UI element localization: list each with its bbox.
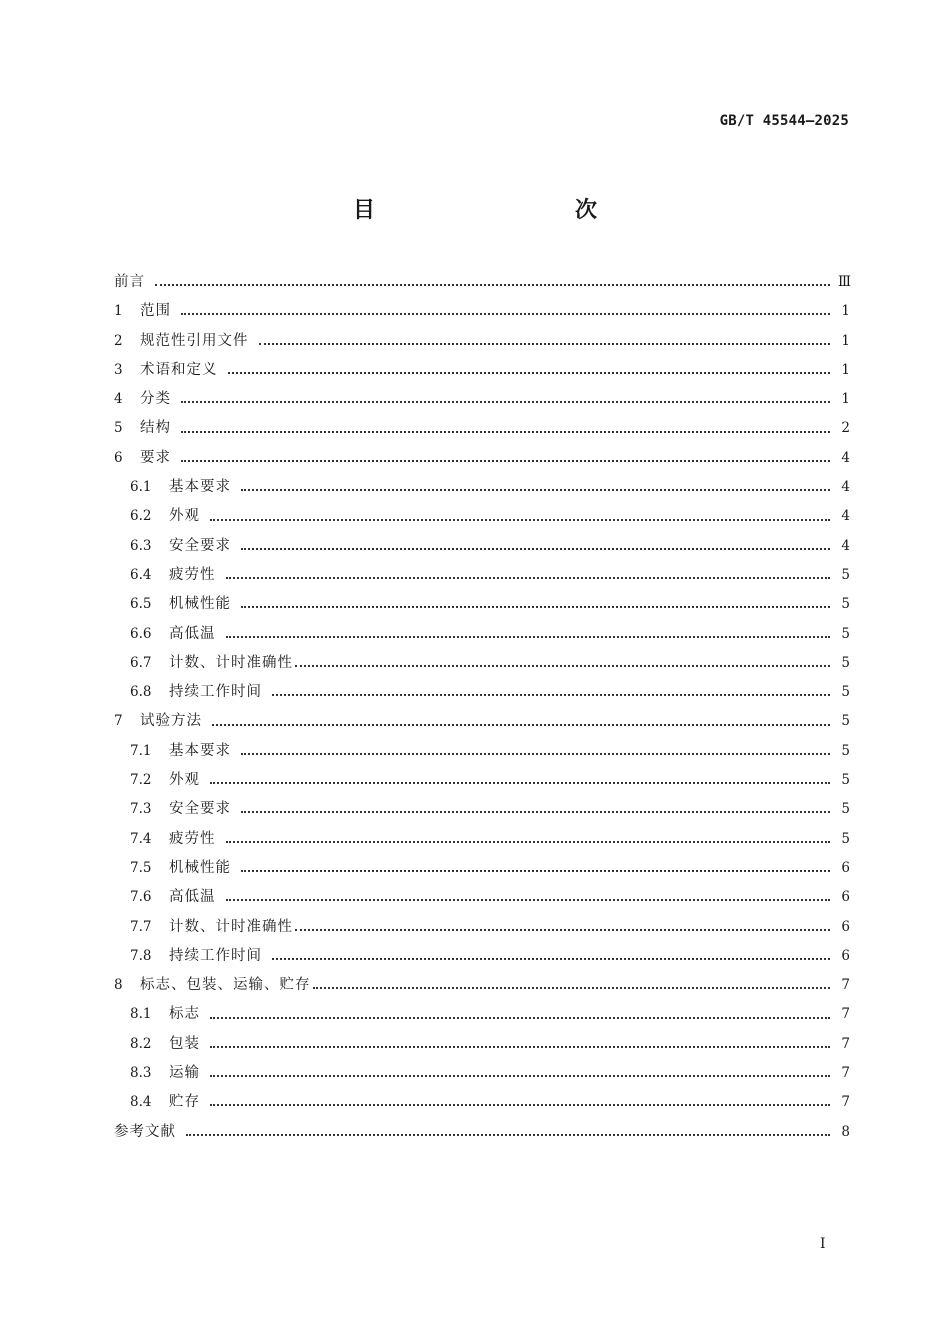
toc-entry-page: 5	[841, 596, 850, 613]
toc-entry[interactable]	[114, 356, 850, 385]
toc-entry-page: 5	[841, 684, 850, 701]
toc-entry-title: 基本要求	[169, 742, 231, 759]
toc-entry[interactable]	[114, 678, 850, 707]
toc-dot-leader	[241, 547, 830, 550]
toc-entry-page: 7	[841, 1094, 850, 1111]
toc-entry-page: 5	[841, 830, 850, 847]
toc-entry-page: 1	[841, 303, 850, 320]
toc-entry-title: 安全要求	[169, 537, 231, 554]
toc-dot-leader	[241, 605, 830, 608]
toc-entry-title: 前言	[114, 274, 145, 290]
toc-entry[interactable]	[114, 590, 850, 619]
toc-entry-number: 6.7	[130, 654, 152, 671]
toc-entry[interactable]	[114, 1118, 850, 1147]
toc-entry-page: 4	[841, 508, 850, 525]
toc-entry[interactable]	[114, 473, 850, 502]
toc-entry-title: 分类	[140, 391, 171, 408]
toc-entry-page: 6	[841, 918, 850, 935]
toc-entry-page: 4	[841, 537, 850, 554]
toc-dot-leader	[212, 723, 830, 726]
toc-entry-number: 4	[114, 391, 123, 408]
toc-entry-page: 6	[841, 889, 850, 906]
toc-entry[interactable]	[114, 561, 850, 590]
toc-entry-number: 7.6	[130, 889, 152, 906]
toc-entry[interactable]	[114, 913, 850, 942]
toc-entry-number: 7.5	[130, 859, 152, 876]
toc-entry-page: 7	[841, 1065, 850, 1082]
toc-entry-title: 外观	[169, 772, 200, 789]
toc-dot-leader	[186, 1133, 830, 1136]
toc-entry-page: 1	[841, 332, 850, 349]
toc-entry[interactable]	[114, 766, 850, 795]
toc-entry-title: 运输	[169, 1065, 200, 1082]
toc-entry[interactable]	[114, 385, 850, 414]
toc-entry-page: 5	[841, 713, 850, 730]
toc-entry[interactable]	[114, 1000, 850, 1029]
toc-entry-title: 疲劳性	[169, 566, 216, 583]
toc-dot-leader	[272, 693, 830, 696]
toc-entry-page: 5	[841, 742, 850, 759]
toc-dot-leader	[259, 342, 831, 345]
toc-dot-leader	[210, 1074, 830, 1077]
toc-dot-leader	[155, 283, 830, 286]
toc-entry[interactable]	[114, 942, 850, 971]
toc-entry[interactable]	[114, 649, 850, 678]
toc-entry[interactable]	[114, 971, 850, 1000]
toc-entry-title: 基本要求	[169, 479, 231, 496]
toc-entry-number: 7.4	[130, 830, 152, 847]
toc-entry-number: 8.4	[130, 1094, 152, 1111]
toc-entry-title: 术语和定义	[140, 361, 218, 378]
toc-dot-leader	[210, 781, 830, 784]
toc-dot-leader	[181, 400, 830, 403]
toc-entry-page: 4	[841, 479, 850, 496]
toc-entry-page: 6	[841, 947, 850, 964]
document-code: GB/T 45544—2025	[719, 113, 849, 129]
toc-dot-leader	[228, 371, 831, 374]
toc-title: 目 次	[352, 198, 649, 223]
toc-entry-number: 8.3	[130, 1065, 152, 1082]
toc-entry-number: 7.8	[130, 947, 152, 964]
toc-entry-title: 规范性引用文件	[140, 332, 249, 349]
toc-entry-page: 5	[841, 772, 850, 789]
toc-entry-page: 1	[841, 361, 850, 378]
toc-entry-number: 5	[114, 420, 123, 437]
toc-entry-number: 7.1	[130, 742, 152, 759]
toc-entry-title: 标志、包装、运输、贮存	[140, 977, 311, 994]
toc-entry-page: 8	[841, 1123, 850, 1140]
toc-entry-number: 6.2	[130, 508, 152, 525]
toc-dot-leader	[226, 898, 831, 901]
toc-entry-number: 6.4	[130, 566, 152, 583]
toc-entry-number: 3	[114, 361, 123, 378]
toc-entry-page: Ⅲ	[838, 274, 852, 290]
toc-entry-page: 7	[841, 1006, 850, 1023]
toc-entry-page: 1	[841, 391, 850, 408]
toc-dot-leader	[295, 664, 830, 667]
toc-entry-number: 8.2	[130, 1035, 152, 1052]
table-of-contents	[114, 268, 850, 1147]
toc-entry[interactable]	[114, 502, 850, 531]
toc-dot-leader	[241, 488, 830, 491]
toc-entry[interactable]	[114, 268, 850, 297]
toc-entry-title: 范围	[140, 303, 171, 320]
toc-entry-title: 结构	[140, 420, 171, 437]
toc-entry-number: 8	[114, 977, 123, 994]
toc-entry-number: 1	[114, 303, 123, 320]
toc-entry-title: 标志	[169, 1006, 200, 1023]
toc-dot-leader	[210, 1045, 830, 1048]
toc-entry[interactable]	[114, 707, 850, 736]
toc-entry[interactable]	[114, 620, 850, 649]
toc-entry-number: 6.5	[130, 596, 152, 613]
toc-entry-number: 6.6	[130, 625, 152, 642]
toc-entry-number: 6.1	[130, 479, 152, 496]
toc-entry-page: 7	[841, 977, 850, 994]
toc-entry-number: 7.2	[130, 772, 152, 789]
page-number: I	[820, 1236, 826, 1252]
toc-dot-leader	[181, 459, 830, 462]
toc-entry-number: 6	[114, 449, 123, 466]
toc-dot-leader	[295, 928, 830, 931]
toc-dot-leader	[210, 518, 830, 521]
toc-entry-title: 试验方法	[140, 713, 202, 730]
toc-entry-number: 7.3	[130, 801, 152, 818]
toc-entry-number: 8.1	[130, 1006, 152, 1023]
toc-dot-leader	[226, 840, 831, 843]
toc-entry[interactable]	[114, 532, 850, 561]
toc-dot-leader	[272, 957, 830, 960]
toc-entry[interactable]	[114, 297, 850, 326]
toc-dot-leader	[226, 635, 831, 638]
toc-dot-leader	[226, 576, 831, 579]
toc-entry-page: 6	[841, 859, 850, 876]
toc-entry-title: 计数、计时准确性	[169, 654, 293, 671]
toc-entry-number: 6.8	[130, 684, 152, 701]
toc-entry[interactable]	[114, 854, 850, 883]
toc-entry-title: 外观	[169, 508, 200, 525]
toc-entry[interactable]	[114, 1059, 850, 1088]
toc-entry-number: 2	[114, 332, 123, 349]
toc-entry[interactable]	[114, 883, 850, 912]
toc-entry-page: 5	[841, 566, 850, 583]
toc-entry-number: 7.7	[130, 918, 152, 935]
toc-entry-title: 疲劳性	[169, 830, 216, 847]
toc-entry[interactable]	[114, 414, 850, 443]
toc-entry-title: 持续工作时间	[169, 684, 262, 701]
toc-entry-title: 贮存	[169, 1094, 200, 1111]
toc-dot-leader	[181, 430, 830, 433]
toc-dot-leader	[210, 1103, 830, 1106]
toc-dot-leader	[241, 752, 830, 755]
toc-dot-leader	[313, 986, 831, 989]
toc-entry-page: 5	[841, 625, 850, 642]
toc-entry-title: 高低温	[169, 889, 216, 906]
toc-dot-leader	[181, 312, 830, 315]
toc-entry-title: 包装	[169, 1035, 200, 1052]
toc-entry-number: 6.3	[130, 537, 152, 554]
toc-entry[interactable]	[114, 327, 850, 356]
toc-entry[interactable]	[114, 737, 850, 766]
toc-entry-number: 7	[114, 713, 123, 730]
toc-entry-title: 安全要求	[169, 801, 231, 818]
toc-entry-title: 高低温	[169, 625, 216, 642]
toc-entry-page: 4	[841, 449, 850, 466]
toc-dot-leader	[241, 869, 830, 872]
toc-entry-page: 2	[841, 420, 850, 437]
toc-entry[interactable]	[114, 444, 850, 473]
toc-entry-title: 持续工作时间	[169, 947, 262, 964]
toc-entry[interactable]	[114, 1030, 850, 1059]
toc-entry-title: 参考文献	[114, 1123, 176, 1140]
toc-entry-page: 7	[841, 1035, 850, 1052]
toc-dot-leader	[241, 810, 830, 813]
toc-entry-title: 计数、计时准确性	[169, 918, 293, 935]
toc-entry-title: 机械性能	[169, 596, 231, 613]
toc-entry[interactable]	[114, 825, 850, 854]
toc-entry[interactable]	[114, 1088, 850, 1117]
toc-entry-title: 要求	[140, 449, 171, 466]
toc-entry-title: 机械性能	[169, 859, 231, 876]
toc-entry[interactable]	[114, 795, 850, 824]
toc-entry-page: 5	[841, 801, 850, 818]
toc-dot-leader	[210, 1016, 830, 1019]
toc-entry-page: 5	[841, 654, 850, 671]
